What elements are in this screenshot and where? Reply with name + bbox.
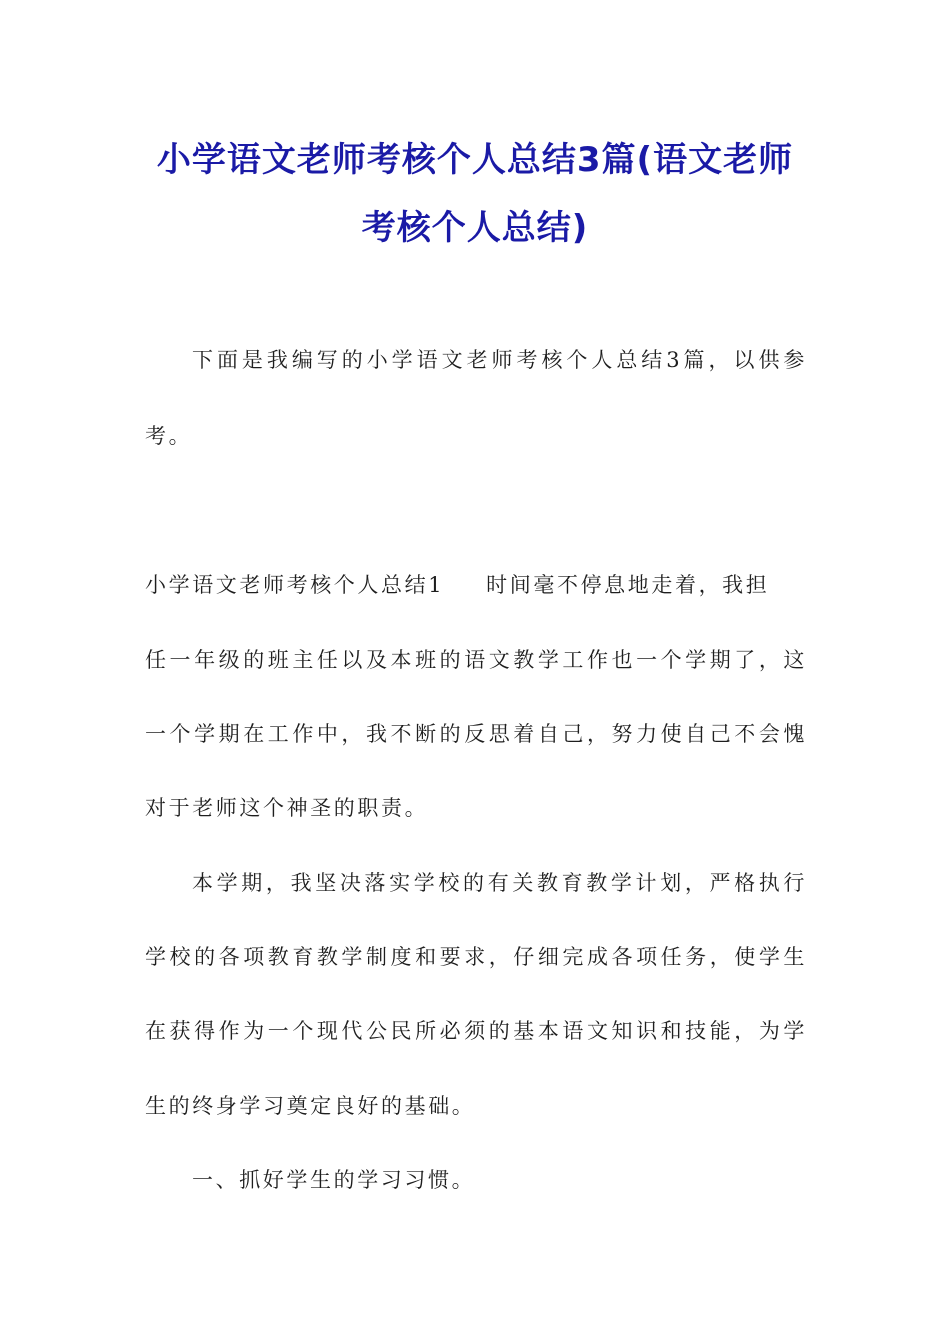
section-1-line-2: 任一年级的班主任以及本班的语文教学工作也一个学期了，这 <box>145 648 807 672</box>
section-1-line-3: 一个学期在工作中，我不断的反思着自己，努力使自己不会愧 <box>145 722 807 746</box>
paragraph-2-line-4: 生的终身学习奠定良好的基础。 <box>145 1094 476 1118</box>
list-item-1: 一、抓好学生的学习习惯。 <box>192 1168 476 1192</box>
section-1-line-4: 对于老师这个神圣的职责。 <box>145 796 429 820</box>
section-1-first-line <box>145 570 807 600</box>
section-1-text-start: 时间毫不停息地走着，我担 <box>486 573 770 597</box>
paragraph-2-line-3: 在获得作为一个现代公民所必须的基本语文知识和技能，为学 <box>145 1019 807 1043</box>
document-title-line-1: 小学语文老师考核个人总结3篇(语文老师 <box>156 140 794 180</box>
document-title-line-2: 考核个人总结) <box>361 208 589 248</box>
intro-line-2: 考。 <box>145 424 193 448</box>
paragraph-2-line-1: 本学期，我坚决落实学校的有关教育教学计划，严格执行 <box>192 871 807 895</box>
intro-line-1: 下面是我编写的小学语文老师考核个人总结3篇，以供参 <box>192 348 807 372</box>
paragraph-2-line-2: 学校的各项教育教学制度和要求，仔细完成各项任务，使学生 <box>145 945 807 969</box>
section-1-heading: 小学语文老师考核个人总结1 <box>145 573 445 597</box>
